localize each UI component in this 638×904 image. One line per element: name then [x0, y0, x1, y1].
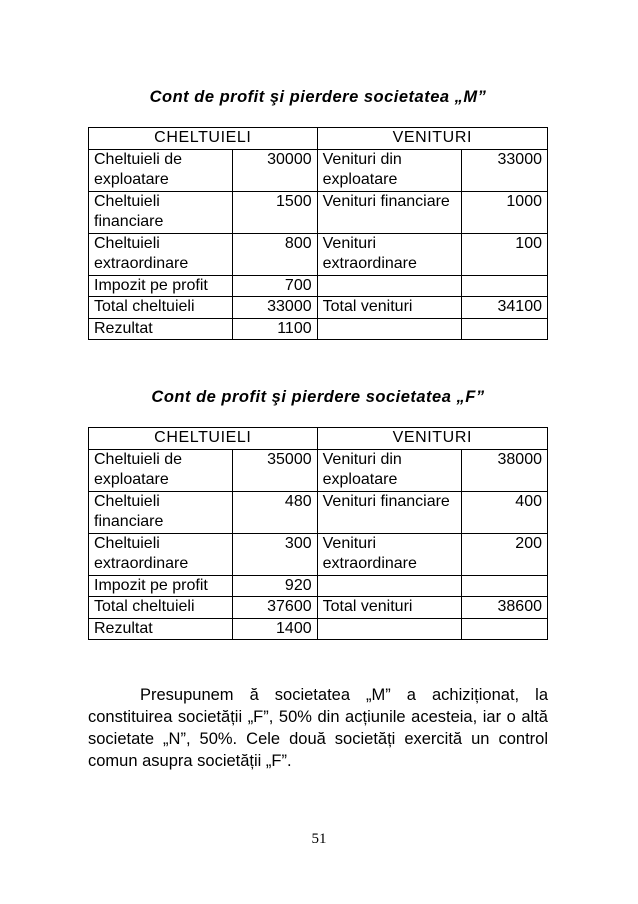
- expense-value: 1400: [233, 618, 317, 640]
- revenue-value: [462, 275, 548, 297]
- expense-value: 700: [233, 275, 317, 297]
- page-number: 51: [311, 831, 327, 847]
- revenue-value: [462, 618, 548, 640]
- revenue-label: [317, 318, 461, 340]
- expense-label: Total cheltuieli: [89, 597, 233, 619]
- expense-label: Cheltuieli de exploatare: [89, 149, 233, 191]
- table-header-row: [89, 128, 548, 150]
- table-row: [89, 297, 548, 319]
- expense-value: 1100: [233, 318, 317, 340]
- expense-label: Cheltuieli financiare: [89, 491, 233, 533]
- table-row: [89, 533, 548, 575]
- expense-label: Cheltuieli de exploatare: [89, 449, 233, 491]
- revenue-label: Venituri extraordinare: [317, 533, 461, 575]
- expense-value: 33000: [233, 297, 317, 319]
- table-f-title: Cont de profit şi pierdere societatea „F”: [151, 388, 485, 406]
- table-row: [89, 318, 548, 340]
- expense-label: Rezultat: [89, 618, 233, 640]
- revenues-header: VENITURI: [317, 428, 547, 450]
- expense-label: Impozit pe profit: [89, 575, 233, 597]
- revenue-label: [317, 618, 461, 640]
- table-row: [89, 449, 548, 491]
- expense-value: 300: [233, 533, 317, 575]
- revenue-value: 33000: [462, 149, 548, 191]
- revenue-value: 200: [462, 533, 548, 575]
- expenses-header: CHELTUIELI: [89, 128, 318, 150]
- revenue-value: 400: [462, 491, 548, 533]
- revenue-value: [462, 318, 548, 340]
- table-row: [89, 597, 548, 619]
- expense-value: 480: [233, 491, 317, 533]
- table-row: [89, 275, 548, 297]
- expenses-header: CHELTUIELI: [89, 428, 318, 450]
- revenue-value: 38000: [462, 449, 548, 491]
- revenue-value: 34100: [462, 297, 548, 319]
- expense-value: 920: [233, 575, 317, 597]
- table-row: [89, 233, 548, 275]
- expense-value: 30000: [233, 149, 317, 191]
- table-m-title: Cont de profit şi pierdere societatea „M”: [149, 88, 487, 106]
- expense-label: Cheltuieli extraordinare: [89, 533, 233, 575]
- expense-value: 800: [233, 233, 317, 275]
- revenue-label: Venituri din exploatare: [317, 449, 461, 491]
- revenue-label: [317, 575, 461, 597]
- table-row: [89, 191, 548, 233]
- table-row: [89, 618, 548, 640]
- table-row: [89, 149, 548, 191]
- revenues-header: VENITURI: [317, 128, 547, 150]
- revenue-label: Total venituri: [317, 297, 461, 319]
- paragraph-text: Presupunem ă societatea „M” a achiziționat, la constituirea societății „F”, 50% din acțiunile acesteia, iar o altă societate „N”, 50%. Cele două societăți exercită un control comun asupra societății „F”.: [88, 686, 548, 770]
- table-header-row: [89, 428, 548, 450]
- expense-value: 37600: [233, 597, 317, 619]
- table-row: [89, 575, 548, 597]
- body-paragraph: [88, 684, 548, 772]
- revenue-label: Venituri financiare: [317, 491, 461, 533]
- expense-value: 1500: [233, 191, 317, 233]
- expense-label: Cheltuieli extraordinare: [89, 233, 233, 275]
- expense-label: Cheltuieli financiare: [89, 191, 233, 233]
- table-row: [89, 491, 548, 533]
- revenue-value: 100: [462, 233, 548, 275]
- revenue-value: 1000: [462, 191, 548, 233]
- expense-value: 35000: [233, 449, 317, 491]
- revenue-label: Venituri financiare: [317, 191, 461, 233]
- revenue-value: [462, 575, 548, 597]
- expense-label: Rezultat: [89, 318, 233, 340]
- revenue-label: Venituri extraordinare: [317, 233, 461, 275]
- expense-label: Total cheltuieli: [89, 297, 233, 319]
- profit-loss-table-m: [88, 127, 548, 340]
- revenue-label: Total venituri: [317, 597, 461, 619]
- revenue-label: [317, 275, 461, 297]
- profit-loss-table-f: [88, 427, 548, 640]
- revenue-value: 38600: [462, 597, 548, 619]
- revenue-label: Venituri din exploatare: [317, 149, 461, 191]
- expense-label: Impozit pe profit: [89, 275, 233, 297]
